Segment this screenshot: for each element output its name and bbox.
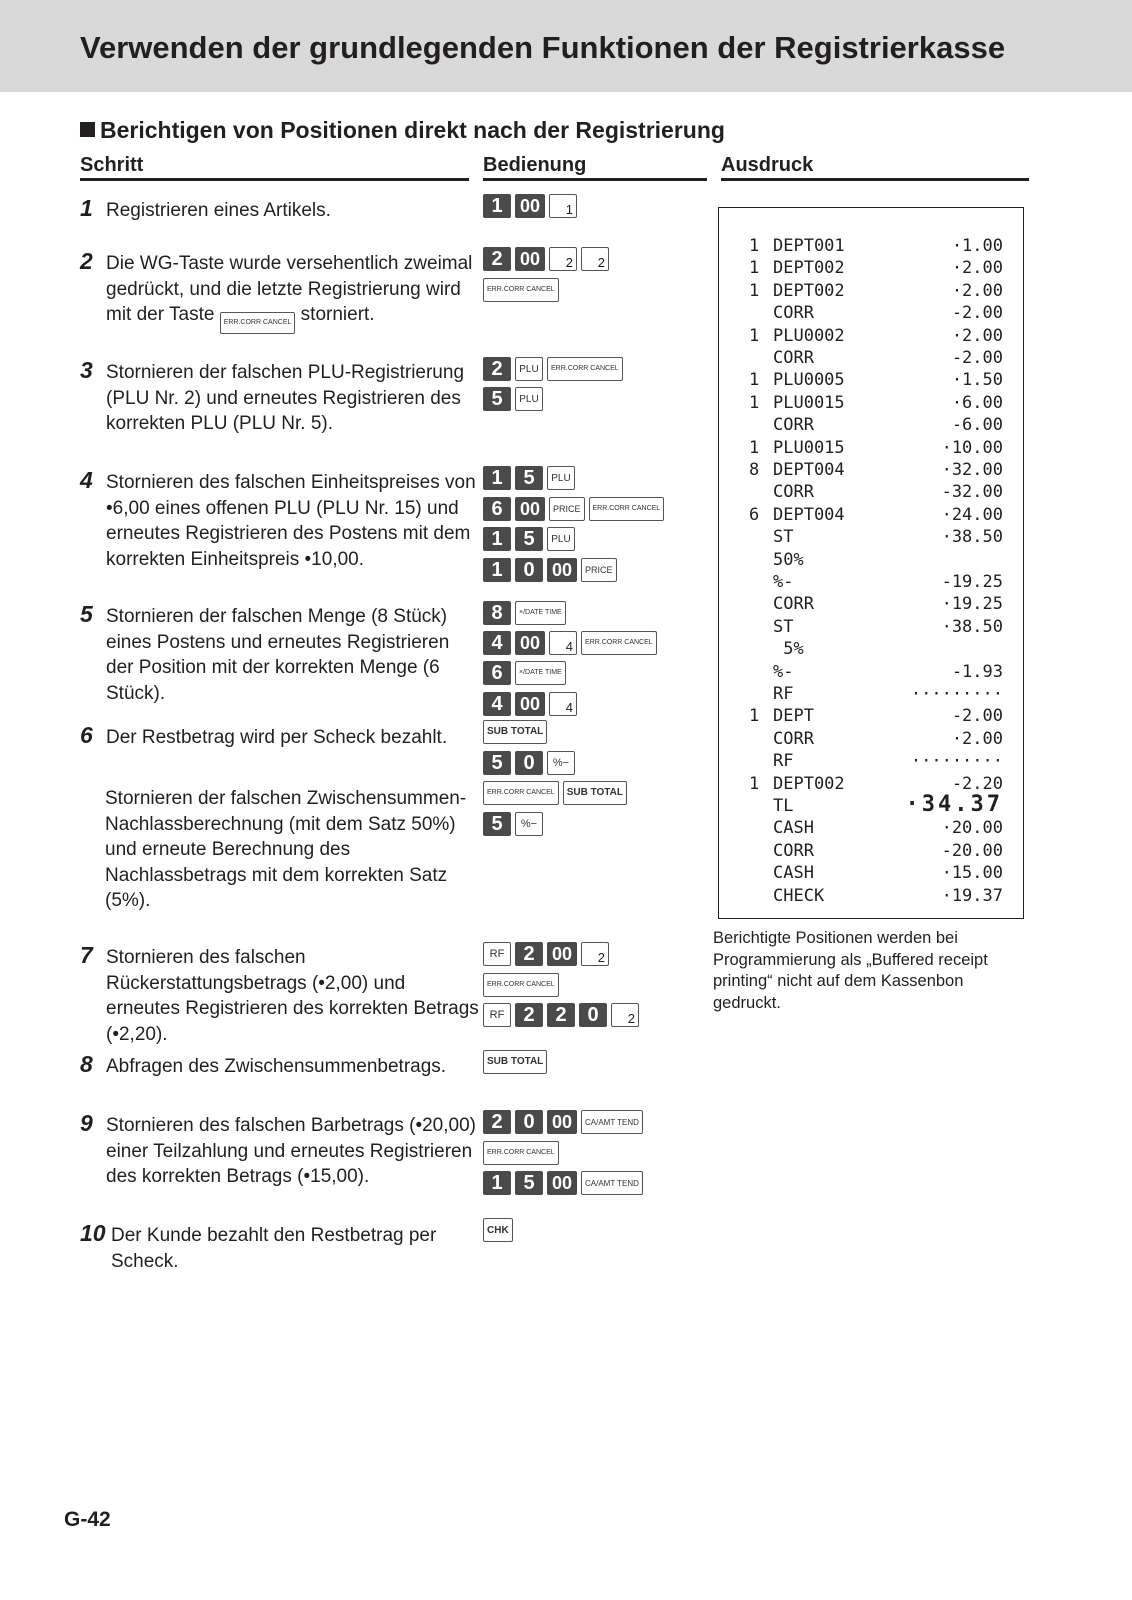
step-9 [80,1110,480,1190]
key-digit[interactable]: 5 [515,1171,543,1195]
receipt-item: CORR [773,728,814,749]
receipt-item: DEPT [773,706,814,727]
step-text: Der Kunde bezahlt den Restbetrag per Scheck. [111,1225,437,1272]
key-digit[interactable]: 5 [483,751,511,775]
errcorr-key-inline: ERR.CORR CANCEL [220,312,296,334]
errcorr-key[interactable]: ERR.CORR CANCEL [589,497,665,521]
key-digit[interactable]: 0 [515,1110,543,1134]
receipt-item: DEPT004 [773,460,845,480]
step-2 [80,248,480,334]
receipt-item: RF [773,684,794,704]
receipt-amount: -2.00 [951,303,1003,324]
receipt-qty: 1 [749,706,760,727]
refund-key[interactable]: RF [483,942,511,966]
step-text: Stornieren der falschen PLU-Registrierung (PLU Nr. 2) und erneutes Registrieren des korrekten PLU (PLU Nr. 5). [106,362,465,434]
receipt-item: %- [773,661,794,682]
errcorr-key[interactable]: ERR.CORR CANCEL [547,357,623,381]
keys-step-9a [483,1109,643,1135]
subtotal-key[interactable]: SUB TOTAL [483,1050,547,1074]
refund-key[interactable]: RF [483,1003,511,1027]
receipt-line [749,729,1003,751]
receipt-line [749,818,1003,840]
key-digit[interactable]: 0 [515,558,543,582]
keys-step-1 [483,193,577,219]
receipt-line [749,348,1003,370]
key-digit[interactable]: 1 [483,1171,511,1195]
multiply-key[interactable]: ×/DATE TIME [515,661,566,685]
key-digit[interactable]: 0 [515,751,543,775]
key-digit[interactable]: 2 [515,1003,543,1027]
receipt-amount: ·34.37 [905,792,1003,817]
plu-key[interactable]: PLU [547,466,575,490]
check-key[interactable]: CHK [483,1218,513,1242]
keys-step-7c [483,1002,639,1028]
receipt-qty: 1 [749,236,760,256]
receipt-line [749,303,1003,325]
receipt-line [749,617,1003,639]
key-digit[interactable]: 8 [483,601,511,625]
receipt-amount: -2.00 [951,348,1003,368]
receipt-line [749,258,1003,280]
dept-key[interactable]: 2 [581,942,609,966]
receipt-amount: ·19.25 [941,594,1003,615]
receipt-amount: ·38.50 [941,527,1003,548]
receipt-printout [718,207,1024,919]
key-digit[interactable]: 2 [483,1110,511,1134]
receipt-item: DEPT002 [773,258,845,279]
step-number: 9 [80,1110,93,1136]
keys-step-7b [483,972,559,998]
receipt-line [749,370,1003,392]
receipt-line [749,482,1003,504]
step-4 [80,467,480,572]
key-digit[interactable]: 0 [579,1003,607,1027]
step-text: Stornieren des falschen Barbetrags (•20,00) einer Teilzahlung und erneutes Registrieren des korrekten Betrags (•15,00). [106,1115,476,1187]
receipt-line [749,438,1003,460]
receipt-amount: -2.20 [951,773,1003,794]
receipt-qty: 1 [749,437,760,458]
plu-key[interactable]: PLU [547,527,575,551]
receipt-line [749,684,1003,706]
receipt-amount: ·2.00 [951,258,1003,279]
receipt-amount: ········· [910,684,1003,704]
key-digit[interactable]: 00 [547,942,577,966]
receipt-amount: ·24.00 [941,504,1003,525]
step-number: 7 [80,942,93,968]
dept-key[interactable]: 4 [549,692,577,716]
receipt-item: DEPT002 [773,773,845,794]
receipt-item: ST [773,616,794,637]
keys-step-4d [483,557,617,583]
step-text: Die WG-Taste wurde versehentlich zweimal gedrückt, und die letzte Registrierung wird mit der Taste [106,253,473,325]
step-8 [80,1051,480,1080]
section-title [80,117,725,144]
dept-key[interactable]: 2 [611,1003,639,1027]
receipt-qty: 1 [749,280,760,301]
keys-step-4c [483,526,575,552]
step-3 [80,357,480,437]
receipt-amount: ·15.00 [941,863,1003,884]
receipt-line [749,281,1003,303]
step-text: Stornieren des falschen Rückerstattungsbetrags (•2,00) und erneutes Registrieren des korrekten Betrags (•2,20). [106,947,479,1045]
key-digit[interactable]: 1 [483,194,511,218]
receipt-amount: ·6.00 [951,392,1003,413]
keys-step-10 [483,1217,513,1243]
receipt-line [749,863,1003,885]
step-text-end: storniert. [295,304,375,325]
receipt-amount: ·32.00 [941,460,1003,480]
keys-step-9c [483,1170,643,1196]
key-digit[interactable]: 2 [483,247,511,271]
receipt-item: CASH [773,818,814,839]
receipt-caption: Berichtigte Positionen werden bei Programmierung als „Buffered receipt printing“ nicht auf dem Kassenbon gedruckt. [713,929,988,1012]
receipt-item: DEPT004 [773,504,845,525]
step-number: 8 [80,1051,93,1077]
dept-key[interactable]: 2 [581,247,609,271]
step-6 [80,722,480,751]
receipt-amount: ·2.00 [951,325,1003,346]
receipt-item: CHECK [773,885,825,906]
keys-step-3b [483,386,543,412]
step-number: 2 [80,248,93,274]
receipt-line [749,792,1003,818]
receipt-amount: ·19.37 [941,885,1003,906]
key-digit[interactable]: 6 [483,661,511,685]
key-digit[interactable]: 00 [515,247,545,271]
square-bullet-icon [80,122,95,137]
errcorr-key[interactable]: ERR.CORR CANCEL [581,631,657,655]
receipt-line [749,236,1003,258]
key-digit[interactable]: 1 [483,558,511,582]
key-digit[interactable]: 5 [483,812,511,836]
key-digit[interactable]: 00 [547,1110,577,1134]
receipt-qty: 1 [749,258,760,279]
receipt-amount: -19.25 [941,572,1003,592]
step-5 [80,601,480,706]
receipt-amount: ·2.00 [951,280,1003,301]
receipt-line [749,594,1003,616]
key-digit[interactable]: 5 [483,387,511,411]
step-1 [80,195,480,224]
receipt-item: CORR [773,840,814,861]
key-digit[interactable]: 4 [483,631,511,655]
column-header-step: Schritt [80,154,469,181]
receipt-line [749,415,1003,437]
receipt-item: CORR [773,482,814,503]
receipt-item: PLU0002 [773,325,845,346]
receipt-item: PLU0015 [773,392,845,413]
receipt-line [749,886,1003,908]
plu-key[interactable]: PLU [515,357,543,381]
price-key[interactable]: PRICE [581,558,617,582]
receipt-amount: ·1.00 [951,236,1003,256]
keys-step-6d [483,811,543,837]
receipt-line [749,527,1003,549]
receipt-amount: ·2.00 [951,728,1003,749]
receipt-amount: ·1.50 [951,370,1003,391]
errcorr-key[interactable]: ERR.CORR CANCEL [483,973,559,997]
key-digit[interactable]: 2 [483,357,511,381]
keys-step-2a [483,246,609,272]
cash-amount-tendered-key[interactable]: CA/AMT TEND [581,1171,643,1195]
step-text: Stornieren des falschen Einheitspreises von •6,00 eines offenen PLU (PLU Nr. 15) und erneutes Registrieren des Postens mit dem korrekten Einheitspreis •10,00. [106,472,476,570]
key-digit[interactable]: 00 [515,692,545,716]
step-number: 1 [80,195,93,221]
column-header-operation: Bedienung [483,154,707,181]
receipt-line [749,460,1003,482]
keys-step-4b [483,496,664,522]
keys-step-3a [483,356,623,382]
key-digit[interactable]: 1 [483,527,511,551]
receipt-line [749,662,1003,684]
receipt-amount: ·38.50 [941,616,1003,637]
step-number: 6 [80,722,93,748]
key-digit[interactable]: 5 [515,466,543,490]
column-header-printout: Ausdruck [721,154,1029,181]
key-digit[interactable]: 00 [515,194,545,218]
receipt-line [749,550,1003,572]
receipt-item: PLU0005 [773,370,845,391]
key-digit[interactable]: 00 [515,631,545,655]
step-text: Der Restbetrag wird per Scheck bezahlt. [106,727,448,748]
receipt-item: CORR [773,594,814,615]
receipt-item: DEPT001 [773,236,845,256]
percent-minus-key[interactable]: %− [515,812,543,836]
receipt-amount: -20.00 [941,840,1003,861]
receipt-line [749,572,1003,594]
receipt-amount: ·20.00 [941,818,1003,839]
receipt-line [749,393,1003,415]
receipt-item: DEPT002 [773,280,845,301]
receipt-qty: 1 [749,370,760,391]
receipt-amount: ········· [910,751,1003,772]
step-10 [80,1220,480,1274]
receipt-line [749,326,1003,348]
keys-step-5b [483,630,657,656]
receipt-amount: -32.00 [941,482,1003,503]
receipt-line [749,505,1003,527]
subtotal-key[interactable]: SUB TOTAL [483,720,547,744]
receipt-item: ST [773,527,794,548]
keys-step-5d [483,691,577,717]
section-title-text: Berichtigen von Positionen direkt nach der Registrierung [100,117,725,143]
receipt-qty: 1 [749,325,760,346]
step-text: Registrieren eines Artikels. [106,200,331,221]
step-number: 3 [80,357,93,383]
receipt-item: CASH [773,863,814,884]
receipt-item: RF [773,751,794,772]
subtotal-key[interactable]: SUB TOTAL [563,781,627,805]
key-digit[interactable]: 4 [483,692,511,716]
page-number: G-42 [64,1508,111,1531]
step-text: Abfragen des Zwischensummenbetrags. [106,1056,447,1077]
cash-amount-tendered-key[interactable]: CA/AMT TEND [581,1110,643,1134]
receipt-qty: 1 [749,773,760,794]
dept-key[interactable]: 2 [549,247,577,271]
keys-step-2b [483,277,559,303]
receipt-qty: 1 [749,392,760,413]
receipt-line [749,751,1003,773]
page-header [0,0,1132,92]
receipt-item: 50% [773,549,804,570]
page-title: Verwenden der grundlegenden Funktionen der Registrierkasse [80,30,1006,65]
receipt-item: TL [773,796,794,816]
step-6-note: Stornieren der falschen Zwischensummen-Nachlassberechnung (mit dem Satz 50%) und erneute Berechnung des Nachlassbetrags mit dem korrekten Satz (5%). [105,788,467,911]
keys-step-5a [483,600,566,626]
key-digit[interactable]: 1 [483,466,511,490]
receipt-amount: -2.00 [951,706,1003,727]
receipt-item: CORR [773,303,814,324]
key-digit[interactable]: 00 [547,558,577,582]
key-digit[interactable]: 5 [515,527,543,551]
receipt-qty: 8 [749,460,760,480]
keys-step-9b [483,1140,559,1166]
dept-key[interactable]: 1 [549,194,577,218]
key-digit[interactable]: 00 [515,497,545,521]
receipt-line [749,639,1003,661]
key-digit[interactable]: 2 [515,942,543,966]
key-digit[interactable]: 2 [547,1003,575,1027]
receipt-item: CORR [773,415,814,436]
keys-step-6b [483,750,575,776]
errcorr-key[interactable]: ERR.CORR CANCEL [483,781,559,805]
plu-key[interactable]: PLU [515,387,543,411]
errcorr-key[interactable]: ERR.CORR CANCEL [483,278,559,302]
step-number: 5 [80,601,93,627]
dept-key[interactable]: 4 [549,631,577,655]
receipt-item: PLU0015 [773,437,845,458]
step-text: Stornieren der falschen Menge (8 Stück) eines Postens und erneutes Registrieren der Position mit der korrekten Menge (6 Stück). [106,606,450,704]
step-7 [80,942,480,1047]
receipt-amount: ·10.00 [941,437,1003,458]
price-key[interactable]: PRICE [549,497,585,521]
receipt-qty: 6 [749,504,760,525]
step-number: 4 [80,467,93,493]
percent-minus-key[interactable]: %− [547,751,575,775]
keys-step-4a [483,465,575,491]
receipt-item: %- [773,572,794,592]
receipt-line [749,706,1003,728]
key-digit[interactable]: 00 [547,1171,577,1195]
errcorr-key[interactable]: ERR.CORR CANCEL [483,1141,559,1165]
key-digit[interactable]: 6 [483,497,511,521]
receipt-amount: -1.93 [951,661,1003,682]
keys-step-5c [483,660,566,686]
receipt-item: CORR [773,348,814,368]
keys-step-7a [483,941,609,967]
keys-step-6a [483,719,547,745]
step-number: 10 [80,1220,106,1246]
multiply-key[interactable]: ×/DATE TIME [515,601,566,625]
receipt-amount: -6.00 [951,415,1003,436]
receipt-item: 5% [773,639,804,660]
receipt-line [749,841,1003,863]
keys-step-8 [483,1049,547,1075]
keys-step-6c [483,780,627,806]
